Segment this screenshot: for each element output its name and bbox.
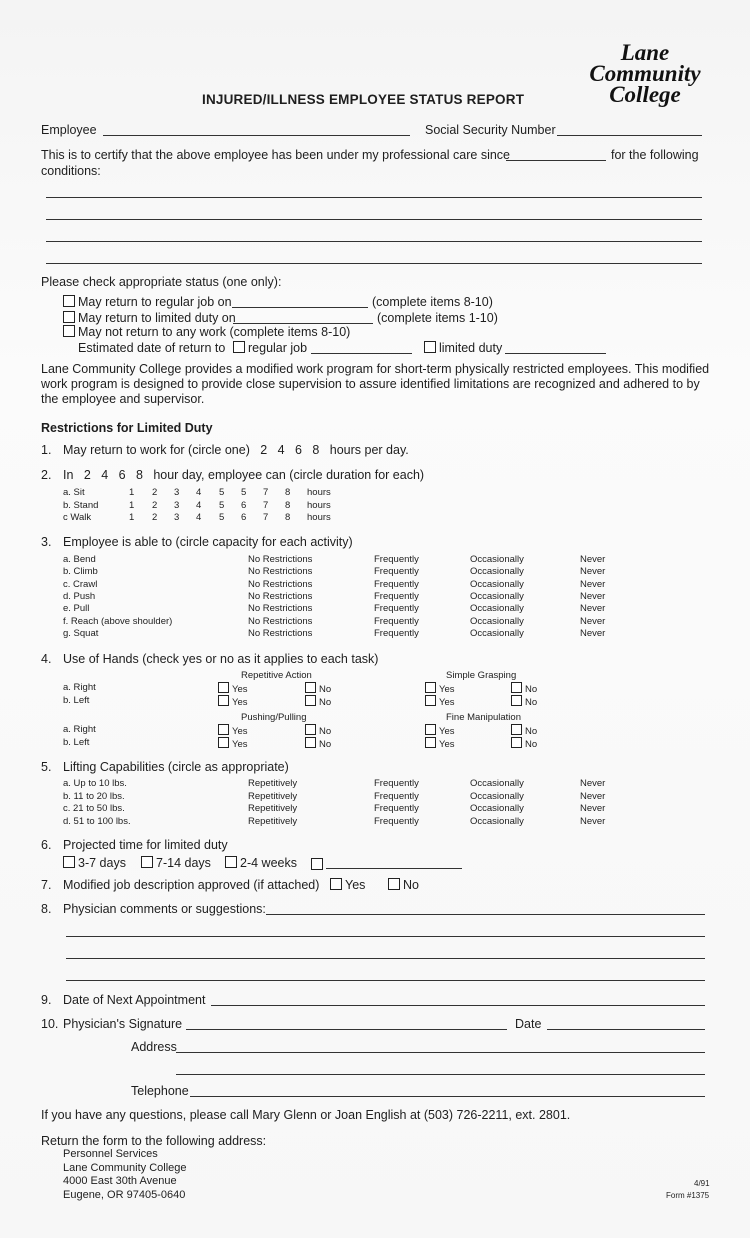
regular-date-field[interactable] <box>232 307 368 308</box>
hand-no-checkbox[interactable] <box>305 737 316 748</box>
lifting-option[interactable]: Repetitively <box>248 790 298 802</box>
hand-yes-option[interactable] <box>425 737 455 750</box>
duration-number[interactable]: 1 <box>129 487 135 498</box>
employee-label: Employee <box>41 123 97 137</box>
signature-field[interactable] <box>186 1029 507 1030</box>
capacity-option[interactable]: No Restrictions <box>248 627 313 639</box>
capacity-option[interactable]: No Restrictions <box>248 603 313 615</box>
item-7-yes: Yes <box>330 878 365 892</box>
lifting-option[interactable]: Frequently <box>374 790 419 802</box>
lifting-option[interactable]: Never <box>580 803 606 814</box>
hand-no-option[interactable] <box>511 724 537 737</box>
hand-no-checkbox[interactable] <box>305 682 316 693</box>
lifting-option[interactable]: Occasionally <box>470 815 524 827</box>
activity-label: d. Push <box>63 590 96 602</box>
duration-unit: hours <box>307 512 331 523</box>
hand-yes-option[interactable] <box>218 737 248 750</box>
duration-number[interactable]: 8 <box>285 512 291 523</box>
form-number: Form #1375 <box>666 1191 710 1200</box>
item-9-number: 9. <box>41 993 52 1007</box>
item-7-text: Modified job description approved (if attached) <box>63 878 320 892</box>
logo-line-2: Community <box>589 61 701 86</box>
item-9-text: Date of Next Appointment <box>63 993 206 1007</box>
lifting-option[interactable]: Occasionally <box>470 803 524 814</box>
lifting-option[interactable]: Occasionally <box>470 778 524 789</box>
limited-date-field[interactable] <box>233 323 373 324</box>
logo-line-1: Lane <box>620 40 670 65</box>
duration-number[interactable]: 2 <box>152 499 158 511</box>
logo-line-3: College <box>609 82 681 107</box>
capacity-option[interactable]: Never <box>580 554 606 565</box>
hand-no-label: No <box>525 738 538 750</box>
option-3-7-days: 3-7 days <box>63 856 126 870</box>
job-approved-no-checkbox[interactable] <box>388 878 400 890</box>
capacity-option[interactable]: Frequently <box>374 615 419 627</box>
conditions-line-4[interactable] <box>46 263 702 264</box>
item-3-text: Employee is able to (circle capacity for each activity) <box>63 535 353 549</box>
telephone-label: Telephone <box>131 1084 189 1098</box>
hands-subheading: Repetitive Action <box>241 670 312 681</box>
capacity-option[interactable]: Occasionally <box>470 578 524 590</box>
other-duration-checkbox[interactable] <box>311 858 323 870</box>
hand-no-option[interactable] <box>511 737 537 750</box>
hand-yes-label: Yes <box>439 684 455 695</box>
item-5-number: 5. <box>41 760 52 774</box>
activity-label: c. Crawl <box>63 578 98 590</box>
hand-no-option[interactable] <box>305 682 331 695</box>
hand-yes-label: Yes <box>439 738 455 750</box>
weight-label: b. 11 to 20 lbs. <box>63 790 125 802</box>
next-appointment-field[interactable] <box>211 1005 705 1006</box>
questions-text: If you have any questions, please call Mary Glenn or Joan English at (503) 726-2211, ext. 2801. <box>41 1108 571 1122</box>
hand-yes-label: Yes <box>439 726 455 737</box>
item-10-number: 10. <box>41 1017 59 1031</box>
days-3-7-checkbox[interactable] <box>63 856 75 868</box>
duration-number[interactable]: 2 <box>152 512 158 523</box>
address-line-4: Eugene, OR 97405-0640 <box>63 1188 186 1201</box>
duration-number[interactable]: 2 <box>152 487 158 498</box>
hand-yes-checkbox[interactable] <box>218 682 229 693</box>
lifting-option[interactable]: Occasionally <box>470 790 524 802</box>
est-regular-checkbox[interactable] <box>233 341 245 353</box>
hand-yes-option[interactable] <box>425 682 455 695</box>
duration-number[interactable]: 4 <box>196 499 202 511</box>
hand-yes-label: Yes <box>232 684 248 695</box>
capacity-option[interactable]: Never <box>580 615 606 627</box>
hand-yes-label: Yes <box>439 696 455 708</box>
capacity-option[interactable]: Frequently <box>374 566 419 578</box>
capacity-option[interactable]: Occasionally <box>470 603 524 615</box>
regular-note: (complete items 8-10) <box>372 295 493 309</box>
capacity-option[interactable]: Frequently <box>374 554 419 565</box>
capacity-option[interactable]: Never <box>580 578 606 590</box>
duration-row-label: c Walk <box>63 512 92 523</box>
conditions-line-2[interactable] <box>46 219 702 220</box>
duration-number[interactable]: 7 <box>263 512 269 523</box>
hand-no-checkbox[interactable] <box>511 682 522 693</box>
item-6-text: Projected time for limited duty <box>63 838 228 852</box>
item-8-number: 8. <box>41 902 52 916</box>
status-limited: May return to limited duty on <box>63 311 236 325</box>
hands-subheading: Simple Grasping <box>446 670 517 681</box>
capacity-option[interactable]: No Restrictions <box>248 554 313 565</box>
duration-unit: hours <box>307 487 331 498</box>
duration-number[interactable]: 6 <box>241 512 247 523</box>
hand-no-option[interactable] <box>305 695 331 708</box>
duration-number[interactable]: 1 <box>129 512 135 523</box>
hand-yes-option[interactable] <box>218 724 248 737</box>
status-none: May not return to any work (complete items 8-10) <box>63 325 350 339</box>
hand-yes-checkbox[interactable] <box>218 724 229 735</box>
hand-label: b. Left <box>63 694 90 706</box>
limited-note: (complete items 1-10) <box>377 311 498 325</box>
option-2-4-weeks: 2-4 weeks <box>225 856 297 870</box>
capacity-option[interactable]: Occasionally <box>470 590 524 602</box>
hand-no-option[interactable] <box>305 737 331 750</box>
item-3-number: 3. <box>41 535 52 549</box>
duration-number[interactable]: 3 <box>174 499 180 511</box>
hand-yes-label: Yes <box>232 738 248 750</box>
lifting-option[interactable]: Never <box>580 815 606 827</box>
lifting-option[interactable]: Never <box>580 790 606 802</box>
weight-label: d. 51 to 100 lbs. <box>63 815 131 827</box>
hand-yes-checkbox[interactable] <box>218 695 229 706</box>
duration-number[interactable]: 4 <box>196 512 202 523</box>
address-field-1[interactable] <box>176 1052 705 1053</box>
address-label: Address <box>131 1040 177 1054</box>
hand-yes-checkbox[interactable] <box>218 737 229 748</box>
hand-yes-checkbox[interactable] <box>425 724 436 735</box>
estimated-label: Estimated date of return to <box>78 341 226 355</box>
capacity-option[interactable]: Frequently <box>374 627 419 639</box>
employee-field[interactable] <box>103 135 410 136</box>
hand-no-checkbox[interactable] <box>305 724 316 735</box>
hand-label: a. Right <box>63 724 96 735</box>
hand-no-label: No <box>319 684 332 695</box>
return-address <box>63 1148 187 1202</box>
limited-duty-checkbox[interactable] <box>63 311 75 323</box>
item-7-number: 7. <box>41 878 52 892</box>
capacity-option[interactable]: Occasionally <box>470 566 524 578</box>
lifting-option[interactable]: Repetitively <box>248 778 298 789</box>
hand-yes-option[interactable] <box>425 695 455 708</box>
activity-label: a. Bend <box>63 554 96 565</box>
date-field[interactable] <box>547 1029 705 1030</box>
duration-number[interactable]: 5 <box>219 512 225 523</box>
address-field-2[interactable] <box>176 1074 705 1075</box>
hand-no-label: No <box>525 684 538 695</box>
capacity-option[interactable]: No Restrictions <box>248 566 313 578</box>
item-8-text: Physician comments or suggestions: <box>63 902 266 916</box>
status-prompt: Please check appropriate status (one only): <box>41 275 282 289</box>
hand-no-label: No <box>525 696 538 708</box>
lifting-option[interactable]: Never <box>580 778 606 789</box>
weight-label: a. Up to 10 lbs. <box>63 778 127 789</box>
est-limited-field[interactable] <box>505 353 606 354</box>
hand-yes-label: Yes <box>232 696 248 708</box>
duration-number[interactable]: 7 <box>263 499 269 511</box>
duration-number[interactable]: 7 <box>263 487 269 498</box>
comments-line-2[interactable] <box>66 936 705 937</box>
item-1-number: 1. <box>41 443 52 457</box>
conditions-line-3[interactable] <box>46 241 702 242</box>
item-6-number: 6. <box>41 838 52 852</box>
weeks-2-4-checkbox[interactable] <box>225 856 237 868</box>
capacity-option[interactable]: Never <box>580 627 606 639</box>
conditions-label: conditions: <box>41 164 101 178</box>
hand-no-label: No <box>525 726 538 737</box>
duration-number[interactable]: 8 <box>285 499 291 511</box>
duration-number[interactable]: 6 <box>241 499 247 511</box>
activity-label: f. Reach (above shoulder) <box>63 615 173 627</box>
lifting-option[interactable]: Frequently <box>374 815 419 827</box>
hand-yes-label: Yes <box>232 726 248 737</box>
activity-label: e. Pull <box>63 603 90 615</box>
hand-no-checkbox[interactable] <box>305 695 316 706</box>
duration-number[interactable]: 5 <box>219 499 225 511</box>
duration-number[interactable]: 4 <box>196 487 202 498</box>
revision-date: 4/91 <box>694 1179 710 1188</box>
no-work-checkbox[interactable] <box>63 325 75 337</box>
conditions-line-1[interactable] <box>46 197 702 198</box>
capacity-option[interactable]: Frequently <box>374 603 419 615</box>
certify-text-2: for the following <box>611 148 699 162</box>
item-10-text: Physician's Signature <box>63 1017 183 1031</box>
est-limited-checkbox[interactable] <box>424 341 436 353</box>
capacity-option[interactable]: Never <box>580 566 606 578</box>
lifting-option[interactable]: Repetitively <box>248 815 298 827</box>
hand-yes-checkbox[interactable] <box>425 695 436 706</box>
capacity-option[interactable]: Occasionally <box>470 615 524 627</box>
comments-line-3[interactable] <box>66 958 705 959</box>
certify-text: This is to certify that the above employee has been under my professional care since <box>41 148 511 162</box>
care-since-field[interactable] <box>506 160 606 161</box>
item-2-text: In 2 4 6 8 hour day, employee can (circle duration for each) <box>63 468 425 482</box>
capacity-option[interactable]: Frequently <box>374 578 419 590</box>
item-2-number: 2. <box>41 468 52 482</box>
hand-no-checkbox[interactable] <box>511 737 522 748</box>
hand-yes-checkbox[interactable] <box>425 682 436 693</box>
hand-no-option[interactable] <box>511 682 537 695</box>
item-7-no: No <box>388 878 419 892</box>
other-duration-field[interactable] <box>326 868 462 869</box>
hand-no-option[interactable] <box>511 695 537 708</box>
capacity-option[interactable]: Never <box>580 590 606 602</box>
lifting-option[interactable]: Frequently <box>374 778 419 789</box>
item-5-text: Lifting Capabilities (circle as appropriate) <box>63 760 289 774</box>
job-approved-yes-checkbox[interactable] <box>330 878 342 890</box>
item-1-text: May return to work for (circle one) 2 4 6 8 hours per day. <box>63 443 409 457</box>
capacity-option[interactable]: Occasionally <box>470 554 524 565</box>
hand-no-label: No <box>319 738 332 750</box>
address-line-1: Personnel Services <box>63 1148 158 1160</box>
hand-no-checkbox[interactable] <box>511 695 522 706</box>
status-regular: May return to regular job on <box>63 295 232 309</box>
activity-label: g. Squat <box>63 627 99 639</box>
address-line-2: Lane Community College <box>63 1161 187 1174</box>
lifting-option[interactable]: Frequently <box>374 803 419 814</box>
telephone-field[interactable] <box>190 1096 705 1097</box>
hand-yes-checkbox[interactable] <box>425 737 436 748</box>
item-4-number: 4. <box>41 652 52 666</box>
lifting-option[interactable]: Repetitively <box>248 803 298 814</box>
hand-yes-option[interactable] <box>218 682 248 695</box>
comments-line-4[interactable] <box>66 980 705 981</box>
capacity-option[interactable]: Never <box>580 603 606 615</box>
hand-label: a. Right <box>63 682 96 693</box>
ssn-label: Social Security Number <box>425 123 556 137</box>
option-7-14-days: 7-14 days <box>141 856 211 870</box>
regular-job-checkbox[interactable] <box>63 295 75 307</box>
duration-number[interactable]: 3 <box>174 487 180 498</box>
address-line-3: 4000 East 30th Avenue <box>63 1175 177 1187</box>
hand-no-label: No <box>319 696 332 708</box>
activity-label: b. Climb <box>63 566 98 578</box>
duration-number[interactable]: 5 <box>241 487 247 498</box>
hand-no-checkbox[interactable] <box>511 724 522 735</box>
duration-number[interactable]: 8 <box>285 487 291 498</box>
duration-unit: hours <box>307 499 331 511</box>
capacity-option[interactable]: No Restrictions <box>248 590 313 602</box>
intro-line-2: work program is designed to provide close supervision to assure identified limitations are recognized and adhered to by <box>41 377 700 391</box>
hands-subheading: Pushing/Pulling <box>241 712 307 723</box>
return-text: Return the form to the following address: <box>41 1134 267 1148</box>
duration-row-label: b. Stand <box>63 499 99 511</box>
capacity-option[interactable]: No Restrictions <box>248 615 313 627</box>
ssn-field[interactable] <box>557 135 702 136</box>
capacity-option[interactable]: Occasionally <box>470 627 524 639</box>
capacity-option[interactable]: Frequently <box>374 590 419 602</box>
hand-no-label: No <box>319 726 332 737</box>
est-limited: limited duty <box>424 341 502 355</box>
form-title: INJURED/ILLNESS EMPLOYEE STATUS REPORT <box>202 92 525 107</box>
est-regular: regular job <box>233 341 307 355</box>
item-4-text: Use of Hands (check yes or no as it applies to each task) <box>63 652 379 666</box>
hand-no-option[interactable] <box>305 724 331 737</box>
comments-line-1[interactable] <box>266 914 705 915</box>
hand-yes-option[interactable] <box>218 695 248 708</box>
intro-line-3: the employee and supervisor. <box>41 392 205 406</box>
duration-number[interactable]: 5 <box>219 487 225 498</box>
duration-number[interactable]: 1 <box>129 499 135 511</box>
weight-label: c. 21 to 50 lbs. <box>63 803 125 814</box>
hand-label: b. Left <box>63 736 90 748</box>
duration-row-label: a. Sit <box>63 487 85 498</box>
capacity-option[interactable]: No Restrictions <box>248 578 313 590</box>
est-regular-field[interactable] <box>311 353 412 354</box>
duration-number[interactable]: 3 <box>174 512 180 523</box>
hands-subheading: Fine Manipulation <box>446 712 521 723</box>
date-label: Date <box>515 1017 542 1031</box>
restrictions-heading: Restrictions for Limited Duty <box>41 421 213 435</box>
college-logo <box>586 42 704 105</box>
days-7-14-checkbox[interactable] <box>141 856 153 868</box>
hand-yes-option[interactable] <box>425 724 455 737</box>
intro-line-1: Lane Community College provides a modified work program for short-term physically restricted employees. This modified <box>41 362 710 376</box>
